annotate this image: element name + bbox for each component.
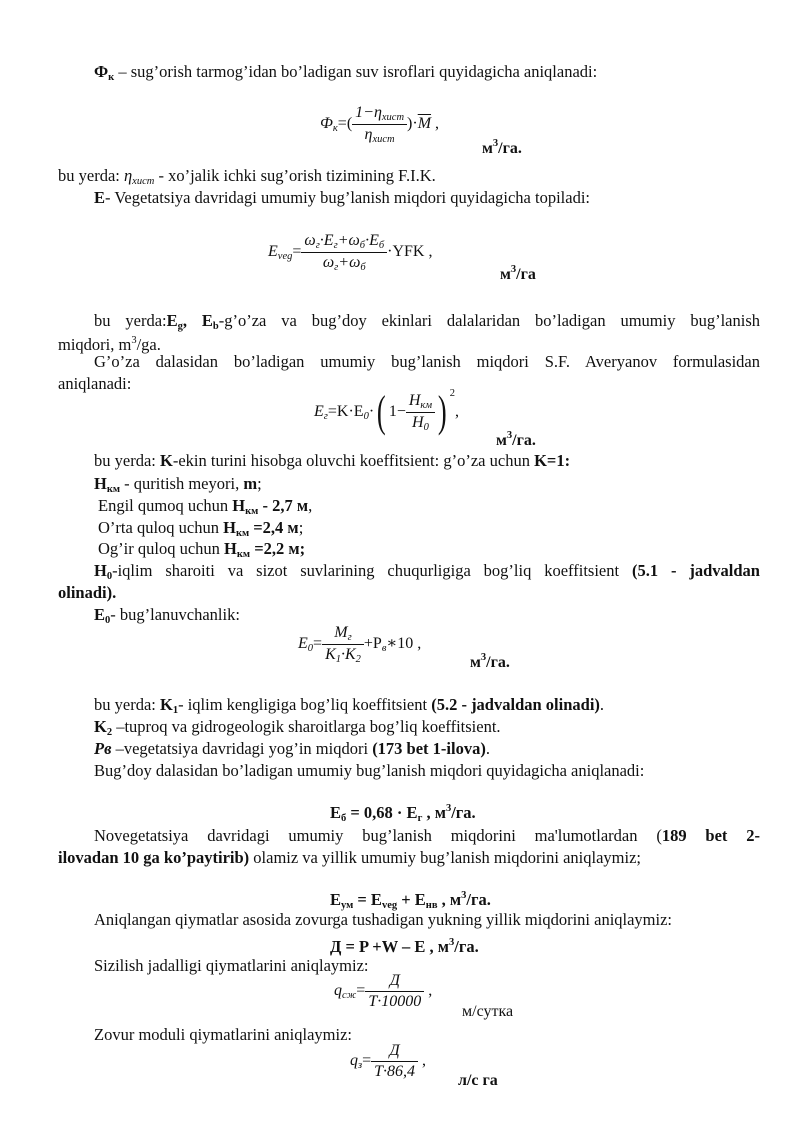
paragraph-hkm-def: $H_{км}$ - quritish meyori, m; bbox=[94, 474, 262, 495]
formula-fk: $Ф_к=$( $\frac{1-\eta_{хист}}{\eta_{хист}}$ )$\cdot\overline{M}$ , bbox=[320, 104, 440, 145]
formula-fk-unit: $м^3/га$. bbox=[482, 138, 522, 157]
paragraph-orta: O’rta quloq uchun $H_{км} =2,4$ м; bbox=[98, 518, 304, 539]
paragraph-yuk: Aniqlangan qiymatlar asosida zovurga tushadigan yukning yillik miqdorini aniqlaymiz: bbox=[94, 910, 673, 929]
paragraph-noveg-cont: ilovadan 10 ga ko’paytirib) olamiz va yillik umumiy bug’lanish miqdorini aniqlaymiz; bbox=[58, 848, 641, 867]
paragraph-eg-eb-cont: miqdori, $m^3/ga$. bbox=[58, 335, 161, 354]
paragraph-sizilish: Sizilish jadalligi qiymatlarini aniqlaymiz: bbox=[94, 956, 369, 975]
paragraph-noveg: Novegetatsiya davridagi umumiy bug’lanish miqdorini ma'lumotlardan (189 bet 2- bbox=[94, 826, 760, 845]
paragraph-pv-def: Pв –vegetatsiya davridagi yog’in miqdori (173 bet 1-ilova). bbox=[94, 739, 490, 758]
formula-qz: $q_з=$ $\frac{Д}{T\cdot 86,4}$ , bbox=[350, 1042, 427, 1080]
paragraph-k2-def: $K_2$ –tuproq va gidrogeologik sharoitlarga bog’liq koeffitsient. bbox=[94, 717, 501, 738]
fk-intro-text: – sug’orish tarmog’idan bo’ladigan suv isroflari quyidagicha aniqlanadi: bbox=[114, 62, 598, 81]
paragraph-h0-def: $H_0$-iqlim sharoiti va sizot suvlarining chuqurligiga bog’liq koeffitsient (5.1 - jadvaldan bbox=[94, 561, 760, 582]
formula-eg: $E_г=K\cdot E_0\cdot$( 1− $\frac{H_{км}}{H_0}$ ) $^2$, bbox=[314, 387, 459, 437]
paragraph-eg-eb: bu $yerda:E_g$, $E_b-g’o’za$ va bug’doy ekinlari dalalaridan bo’ladigan umumiy bug’lanish bbox=[94, 311, 761, 332]
paragraph-ogir: Og’ir quloq uchun $H_{км} =2,2$ м; bbox=[98, 539, 306, 560]
paragraph-fk-intro bbox=[94, 62, 597, 88]
paragraph-averyanov: G’o’za dalasidan bo’ladigan umumiy bug’lanish miqdori S.F. Averyanov formulasidan bbox=[94, 352, 760, 371]
formula-eveg-unit: $м^3/га$ bbox=[500, 264, 536, 283]
formula-e0: $E_0=$ $\frac{M_г}{K_1\cdot K_2}$ $+P_в∗10$ , bbox=[298, 624, 422, 665]
formula-qz-unit: л/с га bbox=[458, 1072, 498, 1089]
formula-eum: $E_{ум} = E_{veg} + E_{нв}$ , $м^3/га$. bbox=[330, 890, 491, 911]
paragraph-e0-def: $E_0-$ bug’lanuvchanlik: bbox=[94, 605, 240, 626]
paragraph-k1-def: bu yerda: $K_1-$ iqlim kengligiga bog’liq koeffitsient (5.2 - jadvaldan olinadi). bbox=[94, 695, 605, 716]
paragraph-averyanov-cont: aniqlanadi: bbox=[58, 374, 132, 393]
eta-symbol: $\eta_{хист}$ bbox=[123, 166, 155, 187]
paragraph-e-intro: E- Vegetatsiya davridagi umumiy bug’lanish miqdori quyidagicha topiladi: bbox=[94, 188, 590, 207]
formula-qsj-unit: м/сутка bbox=[462, 1003, 514, 1020]
formula-e0-unit: $м^3/га$. bbox=[470, 652, 510, 671]
paragraph-k-def: bu yerda: K-ekin turini hisobga oluvchi koeffitsient: g’o’za uchun K=1: bbox=[94, 451, 571, 470]
formula-eb: $E_б = 0,68 \cdot E_г$ , $м^3/га$. bbox=[330, 803, 476, 824]
formula-qsj: $q_{сж}=$ $\frac{Д}{T\cdot 10000}$ , bbox=[334, 972, 433, 1010]
formula-eveg: $E_{veg}=$ $\frac{\omega_г\cdot E_г+\omega_б\cdot E_б}{\omega_г+\omega_б}$ ·YFK , bbox=[268, 232, 433, 273]
paragraph-h0-def-cont: olinadi). bbox=[58, 583, 117, 602]
formula-eg-unit: $м^3/га$. bbox=[496, 430, 536, 449]
paragraph-eta-def: bu yerda: $\eta_{хист}$ - xo’jalik ichki sug’orish tizimining F.I.K. bbox=[58, 166, 436, 187]
formula-d: Д = P +W – E , $м^3/га$. bbox=[330, 937, 479, 956]
paragraph-zovur-moduli: Zovur moduli qiymatlarini aniqlaymiz: bbox=[94, 1025, 352, 1044]
paragraph-bugdoy: Bug’doy dalasidan bo’ladigan umumiy bug’lanish miqdori quyidagicha aniqlanadi: bbox=[94, 761, 645, 780]
paragraph-engil: Engil qumoq uchun $H_{км} - 2,7$ м, bbox=[98, 496, 313, 517]
symbol-fk: $Ф_к$ bbox=[94, 62, 115, 83]
